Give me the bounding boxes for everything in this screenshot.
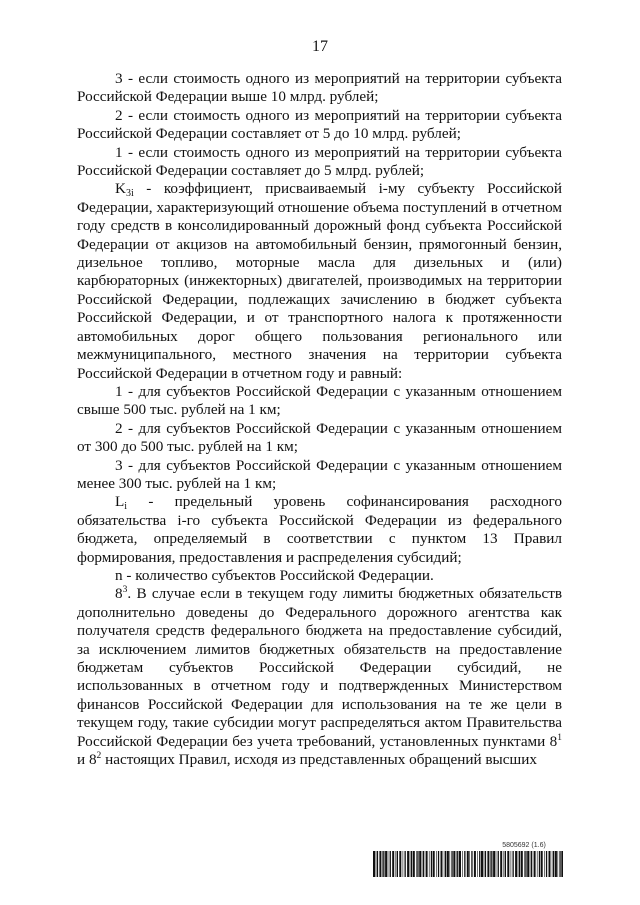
k-definition-text: коэффициент, присваиваемый i-му субъекту Российской Федерации, характеризующий отношение объема поступлений в отчетном году средств в консолидированный дорожный фонд субъекта Российской Федерации от акцизов на автомобильный бензин, прямогонный бензин, дизельное топливо, моторные масла для дизельных и (или) карбюраторных (инжекторных) двигателей, производимых на территории Российской Федерации, подлежащих зачислению в бюджет субъекта Российской Федерации, и от транспортного налога к протяженности автомобильных дорог общего пользования регионального или межмуниципального, местного значения на территории субъекта Российской Федерации в отчетном году и равный: <box>77 180 562 382</box>
paragraph-k3i-definition <box>77 180 562 382</box>
l-subscript: i <box>124 501 128 513</box>
paragraph-coef-3: 3 - если стоимость одного из мероприятий на территории субъекта Российской Федерации выше 10 млрд. рублей; <box>77 70 562 106</box>
l-definition-text: предельный уровень софинансирования расходного обязательства i-го субъекта Российской Федерации из федерального бюджета, определяемый в соответствии с пунктом 13 Правил формирования, предоставления и распределения субсидий; <box>77 493 563 566</box>
paragraph-n-definition: n - количество субъектов Российской Федерации. <box>115 566 434 584</box>
paragraph-k-value-2: 2 - для субъектов Российской Федерации с указанным отношением от 300 до 500 тыс. рублей на 1 км; <box>77 419 562 456</box>
ref-8-2-sup: 2 <box>96 751 102 762</box>
ref-8-2: 8 <box>88 751 97 769</box>
paragraph-k-value-3: 3 - для субъектов Российской Федерации с указанным отношением менее 300 тыс. рублей на 1 км; <box>77 456 562 492</box>
item-number: 8 <box>115 585 123 603</box>
barcode-image <box>373 851 563 877</box>
k-symbol: K <box>115 180 126 198</box>
item-continuation: настоящих Правил, исходя из представленных обращений высших <box>105 751 537 769</box>
ref-8-1: 8 <box>549 732 558 750</box>
document-body <box>77 70 562 769</box>
item-text: В случае если в текущем году лимиты бюджетных обязательств дополнительно доведены до Федерального дорожного агентства как получателя средств федерального бюджета на предоставление субсидий, за исключением лимитов бюджетных обязательств на предоставление бюджетам субъектов Российской Федерации субсидий, не использованных в отчетном году и подтвержденных Министерством финансов Российской Федерации для использования на те же цели в текущем году, такие субсидии могут распределяться актом Правительства Российской Федерации без учета требований, установленных пунктами <box>77 585 563 750</box>
document-code: 5805692 (1.6) <box>502 842 546 849</box>
paragraph-coef-1: 1 - если стоимость одного из мероприятий на территории субъекта Российской Федерации составляет до 5 млрд. рублей; <box>77 143 562 180</box>
ref-8-1-sup: 1 <box>557 732 563 743</box>
paragraph-k-value-1: 1 - для субъектов Российской Федерации с указанным отношением свыше 500 тыс. рублей на 1 км; <box>77 382 562 419</box>
l-symbol: L <box>115 493 125 511</box>
k-subscript: 3i <box>125 188 134 200</box>
l-dash: - <box>127 493 175 511</box>
paragraph-item-8-3 <box>77 585 562 769</box>
ref-conjunction: и <box>77 751 86 769</box>
item-dot: . <box>127 585 132 603</box>
paragraph-li-definition <box>77 493 562 567</box>
item-superscript: 3 <box>122 585 128 596</box>
page-number: 17 <box>312 38 328 55</box>
paragraph-coef-2: 2 - если стоимость одного из мероприятий на территории субъекта Российской Федерации составляет от 5 до 10 млрд. рублей; <box>77 106 562 143</box>
k-dash: - <box>133 180 164 198</box>
